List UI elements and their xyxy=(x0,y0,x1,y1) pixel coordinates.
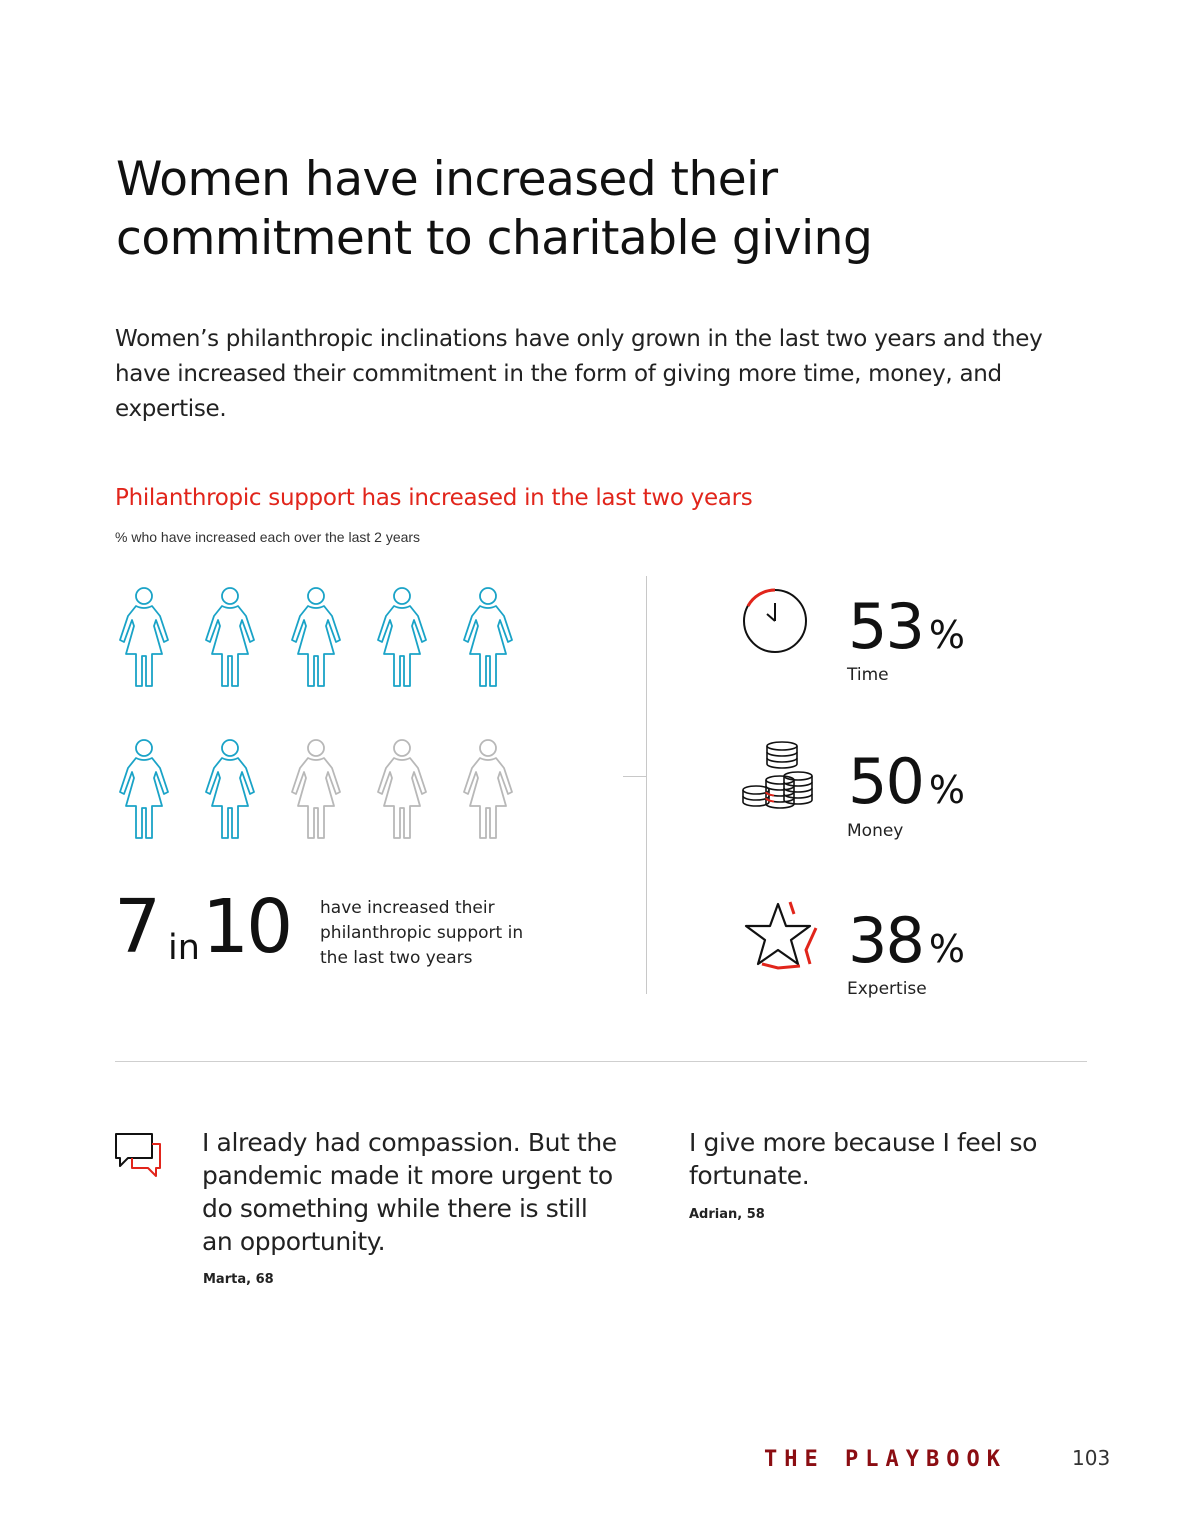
woman-figure-icon xyxy=(374,738,430,844)
woman-figure-icon xyxy=(374,586,430,692)
section-divider xyxy=(115,1061,1087,1062)
intro-paragraph: Women’s philanthropic inclinations have only grown in the last two years and they have increased their commitment in the form of giving more time, money, and expertise. xyxy=(115,326,1043,422)
divider-tick xyxy=(623,776,646,777)
star-icon xyxy=(740,898,824,977)
vertical-divider xyxy=(646,576,647,994)
stat-time-unit: % xyxy=(928,613,966,657)
woman-figure-icon xyxy=(116,738,172,844)
page-number: 103 xyxy=(1072,1446,1111,1470)
brand-text: THE PLAYBOOK xyxy=(764,1447,1007,1472)
chart-title: Philanthropic support has increased in the last two years xyxy=(115,485,753,511)
woman-figure-icon xyxy=(288,586,344,692)
woman-figure-icon xyxy=(460,586,516,692)
ratio-caption: have increased their philanthropic support in the last two years xyxy=(320,898,524,968)
quote-2-text: I give more because I feel so fortunate. xyxy=(689,1128,1037,1190)
ratio-total: 10 xyxy=(202,884,291,970)
woman-figure-icon xyxy=(202,586,258,692)
page-title-line-2: commitment to charitable giving xyxy=(116,211,873,266)
stat-expertise-unit: % xyxy=(928,927,966,971)
page-title-line-1: Women have increased their xyxy=(116,152,778,207)
quote-1-author: Marta, 68 xyxy=(203,1272,274,1287)
woman-figure-icon xyxy=(288,738,344,844)
quote-1-text: I already had compassion. But the pandemic made it more urgent to do something while there is still an opportunity. xyxy=(202,1128,617,1256)
stat-money-value xyxy=(848,745,965,818)
ratio-highlighted: 7 xyxy=(114,884,159,970)
stat-money-unit: % xyxy=(928,768,966,812)
stat-time-number: 53 xyxy=(848,590,923,663)
page-title xyxy=(116,150,1016,268)
quote-2-author: Adrian, 58 xyxy=(689,1207,765,1222)
stat-expertise-label: Expertise xyxy=(847,979,927,999)
stat-expertise-value xyxy=(848,904,965,977)
brand-logo xyxy=(764,1446,1064,1474)
ratio-number xyxy=(114,880,314,980)
stat-time-value xyxy=(848,590,965,663)
woman-figure-icon xyxy=(460,738,516,844)
woman-figure-icon xyxy=(116,586,172,692)
ratio-in: in xyxy=(168,928,200,968)
stat-money-number: 50 xyxy=(848,745,923,818)
woman-figure-icon xyxy=(202,738,258,844)
speech-bubbles-icon xyxy=(114,1132,164,1183)
stat-expertise-number: 38 xyxy=(848,904,923,977)
coins-icon xyxy=(740,740,816,817)
stat-money-label: Money xyxy=(847,821,904,841)
chart-note: % who have increased each over the last 2 years xyxy=(115,529,421,545)
stat-time-label: Time xyxy=(847,665,889,685)
clock-icon xyxy=(740,586,810,661)
